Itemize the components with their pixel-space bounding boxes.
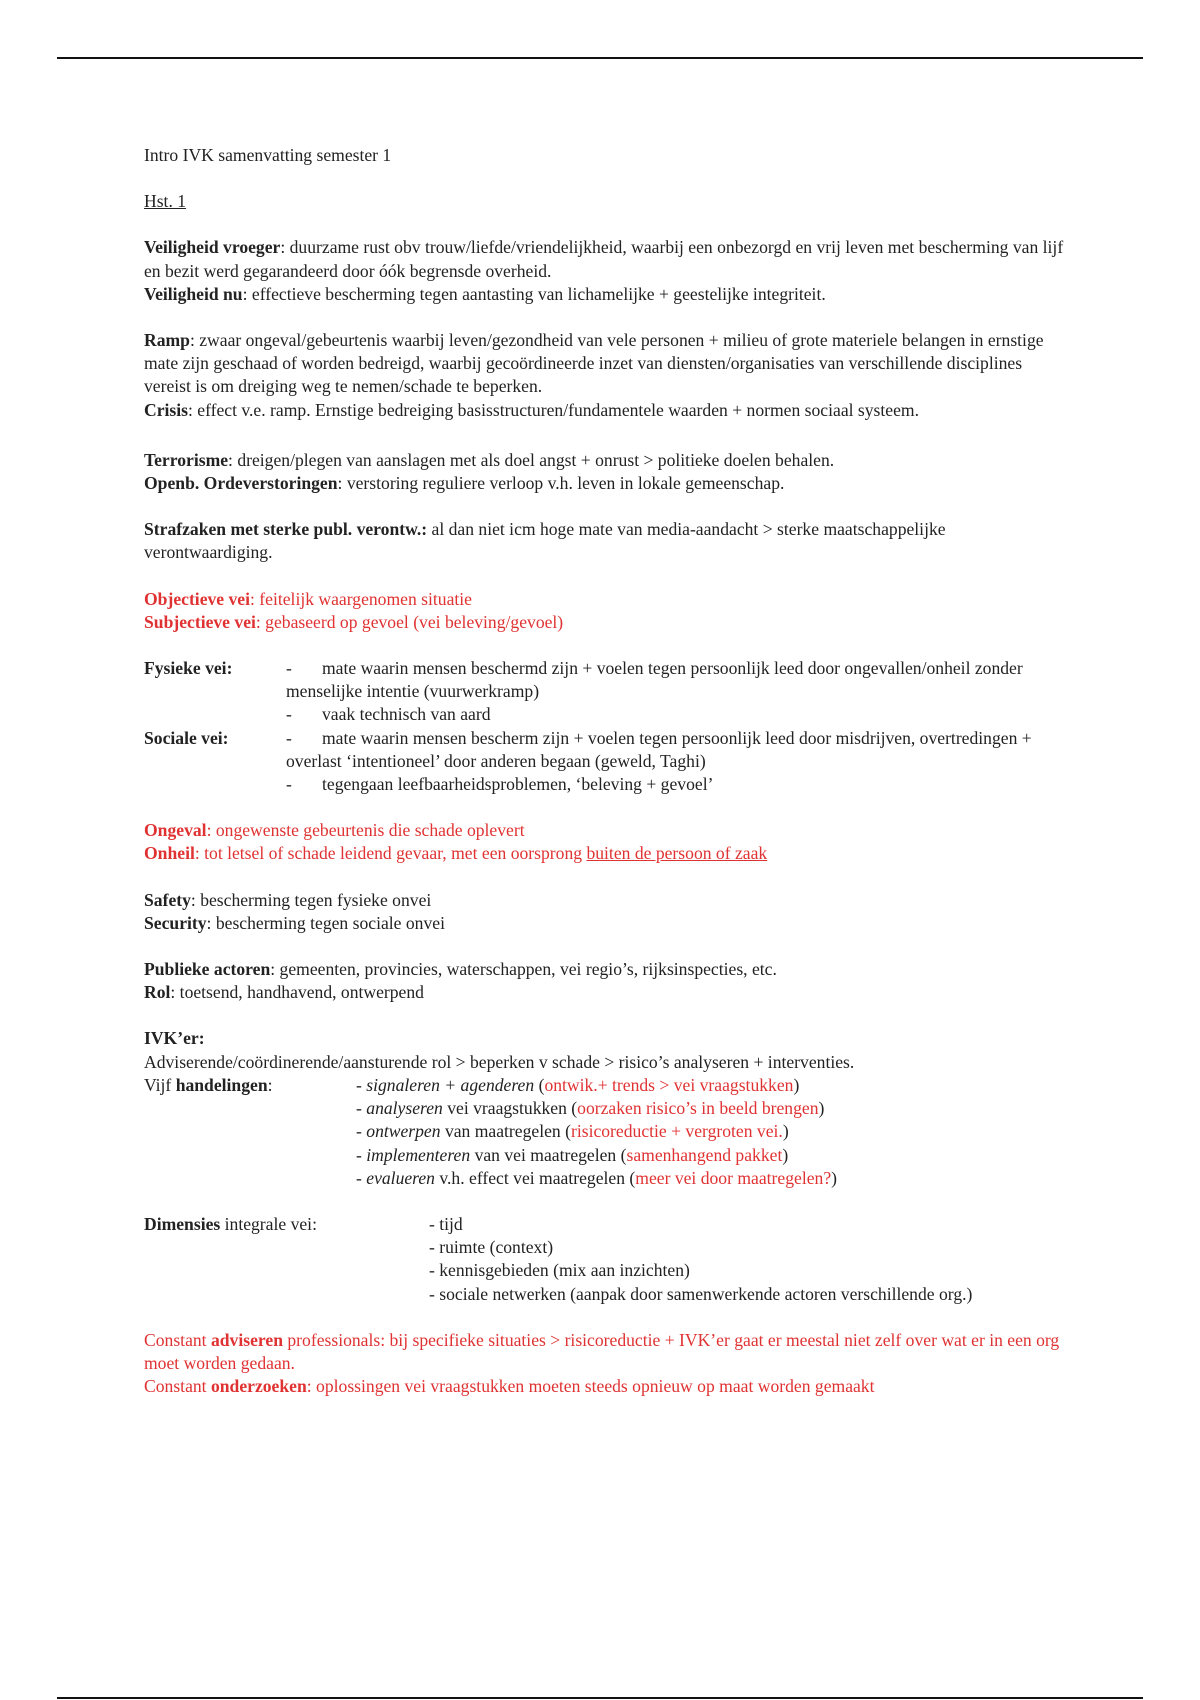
term-onderzoeken: onderzoeken — [210, 1376, 307, 1397]
fysieke-vei-item-1-text: mate waarin mensen beschermd zijn + voelen tegen persoonlijk leed door ongevallen/onheil zonder menselijke intentie (vuurwerkramp) — [286, 658, 1023, 702]
sociale-vei-item-1-text: mate waarin mensen bescherm zijn + voelen tegen persoonlijk leed door misdrijven, overtredingen + overlast ‘intentioneel’ door anderen begaan (geweld, Taghi) — [286, 727, 1032, 771]
def-publieke-actoren: : gemeenten, provincies, waterschappen, vei regio’s, rijksinspecties, etc. — [270, 959, 777, 980]
handeling-verb: signaleren + agenderen — [366, 1074, 535, 1095]
handeling-note: risicoreductie + vergroten vei. — [570, 1121, 783, 1142]
term-crisis: Crisis — [144, 399, 188, 420]
handeling-verb: implementeren — [366, 1144, 471, 1165]
term-onheil: Onheil — [144, 843, 195, 864]
term-terrorisme: Terrorisme — [144, 449, 229, 470]
handeling-pre: - — [356, 1074, 367, 1095]
handeling-pre: - — [356, 1098, 367, 1119]
sociale-vei-item-2-text: tegengaan leefbaarheidsproblemen, ‘beleving + gevoel’ — [322, 774, 714, 795]
term-security: Security — [144, 912, 207, 933]
paragraph-objectieve-vei — [144, 588, 1064, 611]
def-terrorisme: : dreigen/plegen van aanslagen met als doel angst + onrust > politieke doelen behalen. — [228, 449, 835, 470]
handeling-post: ) — [831, 1167, 837, 1188]
paragraph-onheil — [144, 842, 1064, 865]
fysieke-vei-item-2-text: vaak technisch van aard — [322, 704, 491, 725]
handelingen-suffix: : — [267, 1074, 273, 1095]
paragraph-constant-onderzoeken — [144, 1375, 1064, 1398]
def-ordeverstoringen: : verstoring reguliere verloop v.h. leven in lokale gemeenschap. — [337, 473, 785, 494]
term-safety: Safety — [144, 889, 191, 910]
constant-ond-pre: Constant — [144, 1376, 211, 1397]
paragraph-crisis — [144, 399, 1064, 422]
paragraph-veiligheid-nu — [144, 283, 1064, 306]
dimensies-label — [144, 1213, 429, 1236]
handeling-note: oorzaken risico’s in beeld brengen — [577, 1098, 819, 1119]
term-sociale-vei: Sociale vei: — [144, 727, 229, 748]
term-dimensies: Dimensies — [144, 1213, 221, 1234]
def-security: : bescherming tegen sociale onvei — [206, 912, 445, 933]
paragraph-safety — [144, 889, 1064, 912]
term-fysieke-vei: Fysieke vei: — [144, 658, 233, 679]
ivker-heading — [144, 1027, 1064, 1050]
paragraph-veiligheid-vroeger — [144, 236, 1064, 282]
handeling-post: ) — [782, 1144, 789, 1165]
paragraph-ramp — [144, 329, 1064, 399]
ivker-heading-text: IVK’er: — [144, 1028, 205, 1049]
handeling-item — [144, 1120, 1064, 1143]
handeling-pre: - — [356, 1121, 367, 1142]
def-objectieve-vei: : feitelijk waargenomen situatie — [250, 588, 472, 609]
handelingen-label — [144, 1074, 356, 1097]
handeling-mid: v.h. effect vei maatregelen ( — [434, 1167, 636, 1188]
paragraph-ongeval — [144, 819, 1064, 842]
def-strafzaken: al dan niet icm hoge mate van media-aandacht > sterke maatschappelijke verontwaardiging. — [144, 519, 946, 563]
constant-ond-rest: : oplossingen vei vraagstukken moeten steeds opnieuw op maat worden gemaakt — [306, 1376, 875, 1397]
def-veiligheid-nu: : effectieve bescherming tegen aantasting van lichamelijke + geestelijke integriteit. — [242, 283, 826, 304]
term-ongeval: Ongeval — [144, 820, 207, 841]
handeling-mid: ( — [534, 1074, 545, 1095]
term-ramp: Ramp — [144, 330, 190, 351]
term-ordeverstoringen: Openb. Ordeverstoringen — [144, 473, 338, 494]
fysieke-vei-item-1 — [286, 657, 1064, 703]
paragraph-terrorisme — [144, 449, 1064, 472]
handelingen-prefix: Vijf — [144, 1074, 176, 1095]
constant-adv-rest: professionals: bij specifieke situaties > risicoreductie + IVK’er gaat er meestal niet zelf over wat er in een org moet worden gedaan. — [144, 1329, 1060, 1373]
handeling-post: ) — [782, 1121, 789, 1142]
dimensie-item: - kennisgebieden (mix aan inzichten) — [429, 1260, 690, 1281]
dimensies-label-rest: integrale vei: — [220, 1213, 317, 1234]
def-veiligheid-vroeger: : duurzame rust obv trouw/liefde/vriendelijkheid, waarbij een onbezorgd en vrij leven met bescherming van lijf en bezit werd gegarandeerd door óók begrensde overheid. — [144, 237, 1064, 281]
handeling-verb: analyseren — [366, 1098, 443, 1119]
dimensie-item: - tijd — [429, 1213, 463, 1234]
handeling-item — [144, 1097, 1064, 1120]
def-safety: : bescherming tegen fysieke onvei — [190, 889, 432, 910]
onheil-underlined: buiten de persoon of zaak — [586, 843, 768, 864]
handeling-post: ) — [818, 1098, 825, 1119]
handeling-note: meer vei door maatregelen? — [635, 1167, 832, 1188]
def-crisis: : effect v.e. ramp. Ernstige bedreiging basisstructuren/fundamentele waarden + normen sociaal systeem. — [187, 399, 919, 420]
header-rule — [57, 57, 1143, 59]
dimensies-row — [144, 1213, 1064, 1236]
sociale-vei-item-1 — [286, 727, 1064, 773]
handeling-verb: ontwerpen — [366, 1121, 441, 1142]
chapter-heading: Hst. 1 — [144, 191, 187, 212]
term-adviseren: adviseren — [210, 1329, 283, 1350]
paragraph-constant-adviseren — [144, 1329, 1064, 1375]
dimensie-item: - ruimte (context) — [429, 1237, 554, 1258]
def-onheil: : tot letsel of schade leidend gevaar, met een oorsprong — [194, 843, 587, 864]
paragraph-rol — [144, 981, 1064, 1004]
def-ongeval: : ongewenste gebeurtenis die schade oplevert — [206, 820, 525, 841]
fysieke-vei-row — [144, 657, 1064, 703]
bullet-dash: - — [286, 727, 292, 748]
term-publieke-actoren: Publieke actoren — [144, 959, 271, 980]
handeling-mid: vei vraagstukken ( — [442, 1098, 578, 1119]
handeling-mid: van maatregelen ( — [440, 1121, 571, 1142]
handeling-item — [356, 1074, 799, 1097]
handeling-note: ontwik.+ trends > vei vraagstukken — [544, 1074, 794, 1095]
sociale-vei-row — [144, 727, 1064, 773]
constant-adv-pre: Constant — [144, 1329, 211, 1350]
bullet-dash: - — [286, 774, 292, 795]
ivker-description: Adviserende/coördinerende/aansturende rol > beperken v schade > risico’s analyseren + interventies. — [144, 1051, 855, 1072]
handelingen-bold: handelingen — [175, 1074, 268, 1095]
paragraph-ordeverstoringen — [144, 472, 1064, 495]
footer-rule — [57, 1697, 1143, 1699]
handeling-note: samenhangend pakket — [626, 1144, 783, 1165]
term-objectieve-vei: Objectieve vei — [144, 588, 251, 609]
bullet-dash: - — [286, 704, 292, 725]
def-ramp: : zwaar ongeval/gebeurtenis waarbij leven/gezondheid van vele personen + milieu of grote materiele belangen in ernstige mate zijn geschaad of worden bedreigd, waarbij gecoördineerde inzet van diensten/organisaties van verschillende disciplines vereist is om dreiging weg te nemen/schade te beperken. — [144, 330, 1044, 397]
document-title: Intro IVK samenvatting semester 1 — [144, 145, 392, 165]
handeling-pre: - — [356, 1167, 367, 1188]
def-subjectieve-vei: : gebaseerd op gevoel (vei beleving/gevoel) — [255, 611, 564, 632]
term-strafzaken: Strafzaken met sterke publ. verontw.: — [144, 519, 428, 540]
def-rol: : toetsend, handhavend, ontwerpend — [170, 982, 424, 1003]
handeling-mid: van vei maatregelen ( — [470, 1144, 627, 1165]
handeling-item — [144, 1144, 1064, 1167]
handeling-verb: evalueren — [366, 1167, 435, 1188]
paragraph-strafzaken — [144, 518, 1064, 564]
handelingen-row — [144, 1074, 1064, 1097]
term-veiligheid-nu: Veiligheid nu — [144, 283, 243, 304]
sociale-vei-item-2 — [144, 773, 1064, 796]
fysieke-vei-item-2 — [144, 703, 1064, 726]
dimensie-item: - sociale netwerken (aanpak door samenwerkende actoren verschillende org.) — [429, 1283, 973, 1304]
paragraph-security — [144, 912, 1064, 935]
term-rol: Rol — [144, 982, 171, 1003]
handeling-post: ) — [793, 1074, 800, 1095]
term-subjectieve-vei: Subjectieve vei — [144, 611, 256, 632]
bullet-dash: - — [286, 658, 292, 679]
paragraph-subjectieve-vei — [144, 611, 1064, 634]
handeling-pre: - — [356, 1144, 367, 1165]
term-veiligheid-vroeger: Veiligheid vroeger — [144, 237, 281, 258]
handeling-item — [144, 1167, 1064, 1190]
paragraph-publieke-actoren — [144, 958, 1064, 981]
document-body — [144, 144, 1064, 1398]
